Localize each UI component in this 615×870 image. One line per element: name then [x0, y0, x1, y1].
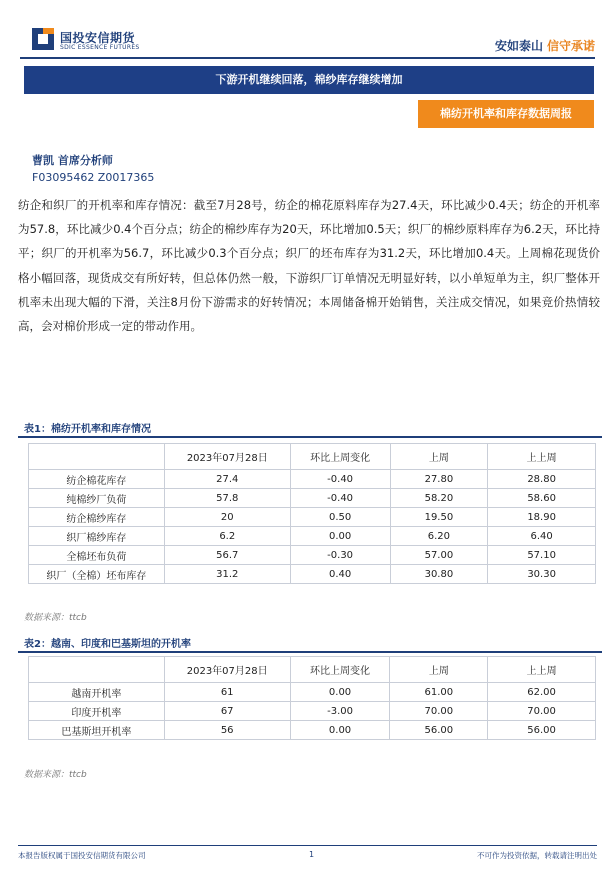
- table-header-cell: 环比上周变化: [290, 657, 390, 683]
- table-cell: 61: [164, 683, 290, 702]
- row-label: 印度开机率: [29, 702, 165, 721]
- table-cell: -3.00: [290, 702, 390, 721]
- table-row: [29, 546, 596, 565]
- company-logo: [32, 28, 182, 54]
- table2-source: 数据来源：ttcb: [24, 770, 87, 780]
- row-label: 织厂（全棉）坯布库存: [29, 565, 165, 584]
- table1-title: 表1：棉纺开机率和库存情况: [24, 424, 151, 435]
- table-cell: 58.20: [390, 489, 488, 508]
- footer-disclaimer: 不可作为投资依据，转载请注明出处: [477, 851, 597, 860]
- table-cell: 6.2: [164, 527, 290, 546]
- table-cell: -0.30: [290, 546, 390, 565]
- page-number: 1: [309, 850, 315, 859]
- table-cell: 56: [164, 721, 290, 740]
- row-label: 越南开机率: [29, 683, 165, 702]
- table-header-cell: 上周: [390, 657, 488, 683]
- table-row: [29, 565, 596, 584]
- report-title: 下游开机继续回落，棉纱库存继续增加: [24, 66, 594, 94]
- author-license-ids: F03095462 Z0017365: [32, 171, 155, 184]
- logo-mark-icon: [32, 28, 54, 50]
- table-cell: -0.40: [290, 470, 390, 489]
- table-cell: 27.4: [164, 470, 290, 489]
- table-header-cell: 上上周: [488, 444, 596, 470]
- author-name: 曹凯 首席分析师: [32, 154, 113, 167]
- table-row: [29, 702, 596, 721]
- table-cell: 30.80: [390, 565, 488, 584]
- table1: [28, 443, 596, 584]
- table-cell: -0.40: [290, 489, 390, 508]
- table1-source: 数据来源：ttcb: [24, 613, 87, 623]
- slogan-part2: 信守承诺: [546, 39, 595, 53]
- table-row: [29, 527, 596, 546]
- table-header-row: [29, 657, 596, 683]
- table-cell: 67: [164, 702, 290, 721]
- footer-copyright: 本报告版权属于国投安信期货有限公司: [18, 851, 146, 860]
- table-cell: 56.00: [390, 721, 488, 740]
- table-cell: 58.60: [488, 489, 596, 508]
- table-header-cell: [29, 657, 165, 683]
- table-row: [29, 721, 596, 740]
- table-cell: 0.00: [290, 527, 390, 546]
- table2: [28, 656, 596, 740]
- slogan-part1: 安如泰山: [494, 39, 543, 53]
- footer-divider: [18, 845, 597, 846]
- table-cell: 20: [164, 508, 290, 527]
- table-cell: 6.40: [488, 527, 596, 546]
- table-header-row: [29, 444, 596, 470]
- table2-title: 表2：越南、印度和巴基斯坦的开机率: [24, 639, 191, 650]
- report-subtitle: 棉纺开机率和库存数据周报: [418, 100, 594, 128]
- row-label: 纺企棉纱库存: [29, 508, 165, 527]
- table-cell: 18.90: [488, 508, 596, 527]
- row-label: 巴基斯坦开机率: [29, 721, 165, 740]
- table-cell: 56.7: [164, 546, 290, 565]
- table-cell: 57.00: [390, 546, 488, 565]
- table-row: [29, 470, 596, 489]
- table-header-cell: 上周: [390, 444, 488, 470]
- table-cell: 31.2: [164, 565, 290, 584]
- table-cell: 57.8: [164, 489, 290, 508]
- table-row: [29, 489, 596, 508]
- logo-text-cn: 国投安信期货: [60, 31, 136, 45]
- table-header-cell: [29, 444, 165, 470]
- table-cell: 70.00: [488, 702, 596, 721]
- table-cell: 0.40: [290, 565, 390, 584]
- row-label: 纺企棉花库存: [29, 470, 165, 489]
- table-header-cell: 2023年07月28日: [164, 444, 290, 470]
- logo-text-en: SDIC ESSENCE FUTURES: [60, 44, 140, 51]
- table-cell: 0.50: [290, 508, 390, 527]
- table-header-cell: 环比上周变化: [290, 444, 390, 470]
- table-cell: 62.00: [488, 683, 596, 702]
- slogan: [495, 37, 595, 54]
- table-header-cell: 上上周: [488, 657, 596, 683]
- table-cell: 28.80: [488, 470, 596, 489]
- table-header-cell: 2023年07月28日: [164, 657, 290, 683]
- table-cell: 0.00: [290, 721, 390, 740]
- row-label: 全棉坯布负荷: [29, 546, 165, 565]
- table-cell: 27.80: [390, 470, 488, 489]
- table-cell: 56.00: [488, 721, 596, 740]
- row-label: 纯棉纱厂负荷: [29, 489, 165, 508]
- table-row: [29, 683, 596, 702]
- header-divider: [20, 57, 595, 59]
- table-cell: 30.30: [488, 565, 596, 584]
- table-cell: 70.00: [390, 702, 488, 721]
- row-label: 织厂棉纱库存: [29, 527, 165, 546]
- table2-rule: [18, 651, 602, 653]
- table-row: [29, 508, 596, 527]
- table-cell: 6.20: [390, 527, 488, 546]
- table-cell: 19.50: [390, 508, 488, 527]
- table-cell: 57.10: [488, 546, 596, 565]
- report-body: 纺企和织厂的开机率和库存情况：截至7月28号，纺企的棉花原料库存为27.4天，环比减少0.4天；纺企的开机率为57.8，环比减少0.4个百分点；纺企的棉纱库存为20天，环比增加0.5天；织厂的棉纱原料库存为6.2天，环比持平；织厂的开机率为56.7，环比减少0.3个百分点；织厂的坯布库存为31.2天，环比增加0.4天。上周棉花现货价格小幅回落，现货成交有所好转，但总体仍然一般，下游织厂订单情况无明显好转，以小单短单为主，织厂整体开机率未出现大幅的下滑，关注8月份下游需求的好转情况；本周储备棉开始销售，关注成交情况，如果竞价热情较高，会对棉价形成一定的带动作用。: [18, 198, 600, 334]
- table1-rule: [18, 436, 602, 438]
- table-cell: 61.00: [390, 683, 488, 702]
- table-cell: 0.00: [290, 683, 390, 702]
